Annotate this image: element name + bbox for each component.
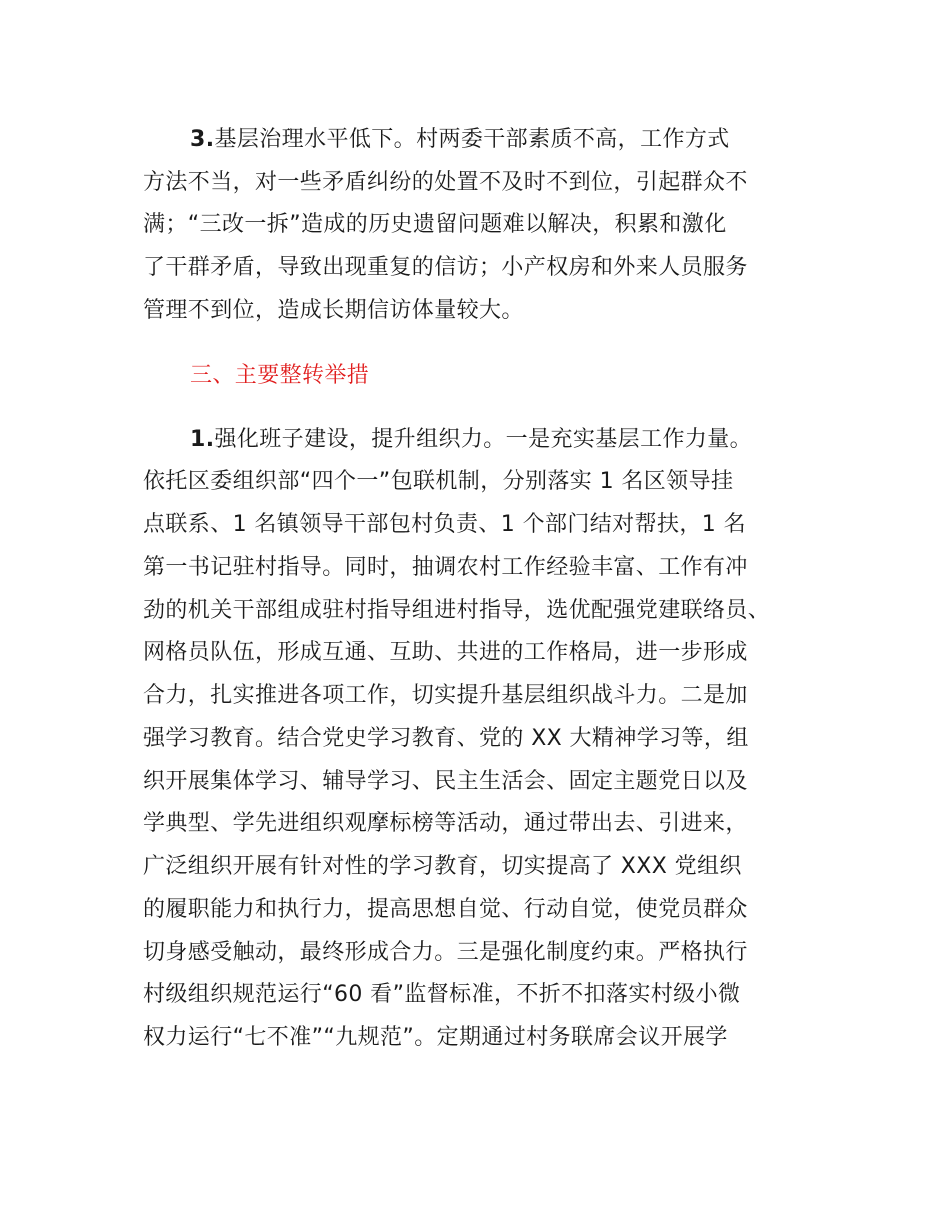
- paragraph-line: 方法不当，对一些矛盾纠纷的处置不及时不到位，引起群众不: [143, 170, 748, 195]
- item-number: 1.: [190, 427, 215, 452]
- paragraph-line: 广泛组织开展有针对性的学习教育，切实提高了 XXX 党组织: [143, 854, 742, 879]
- paragraph-line: 网格员队伍，形成互通、互助、共进的工作格局，进一步形成: [143, 640, 748, 665]
- paragraph-line: [190, 125, 730, 155]
- section-heading: 三、主要整转举措: [190, 363, 370, 388]
- paragraph-line: 强学习教育。结合党史学习教育、党的 XX 大精神学习等，组: [143, 726, 749, 751]
- paragraph-line: 了干群矛盾，导致出现重复的信访；小产权房和外来人员服务: [143, 255, 748, 280]
- paragraph-line: 合力，扎实推进各项工作，切实提升基层组织战斗力。二是加: [143, 683, 748, 708]
- paragraph-line: 村级组织规范运行“60 看”监督标准，不折不扣落实村级小微: [143, 982, 741, 1007]
- paragraph-line: 第一书记驻村指导。同时，抽调农村工作经验丰富、工作有冲: [143, 555, 748, 580]
- paragraph-text: 强化班子建设，提升组织力。一是充实基层工作力量。: [214, 427, 753, 452]
- paragraph-line: 学典型、学先进组织观摩标榜等活动，通过带出去、引进来，: [143, 811, 748, 836]
- paragraph-line: 切身感受触动，最终形成合力。三是强化制度约束。严格执行: [143, 940, 748, 965]
- paragraph-line: 依托区委组织部“四个一”包联机制，分别落实 1 名区领导挂: [143, 469, 734, 494]
- paragraph-text: 基层治理水平低下。村两委干部素质不高，工作方式: [214, 127, 730, 152]
- paragraph-line: 的履职能力和执行力，提高思想自觉、行动自觉，使党员群众: [143, 897, 748, 922]
- paragraph-line: 权力运行“七不准”“九规范”。定期通过村务联席会议开展学: [143, 1025, 728, 1050]
- paragraph-line: [190, 425, 752, 455]
- item-number: 3.: [190, 127, 215, 152]
- paragraph-line: 劲的机关干部组成驻村指导组进村指导，选优配强党建联络员、: [143, 598, 771, 623]
- paragraph-line: 织开展集体学习、辅导学习、民主生活会、固定主题党日以及: [143, 769, 748, 794]
- paragraph-line: 满；“三改一拆”造成的历史遗留问题难以解决，积累和激化: [143, 212, 727, 237]
- paragraph-line: 点联系、1 名镇领导干部包村负责、1 个部门结对帮扶，1 名: [143, 512, 746, 537]
- paragraph-line: 管理不到位，造成长期信访体量较大。: [143, 298, 524, 323]
